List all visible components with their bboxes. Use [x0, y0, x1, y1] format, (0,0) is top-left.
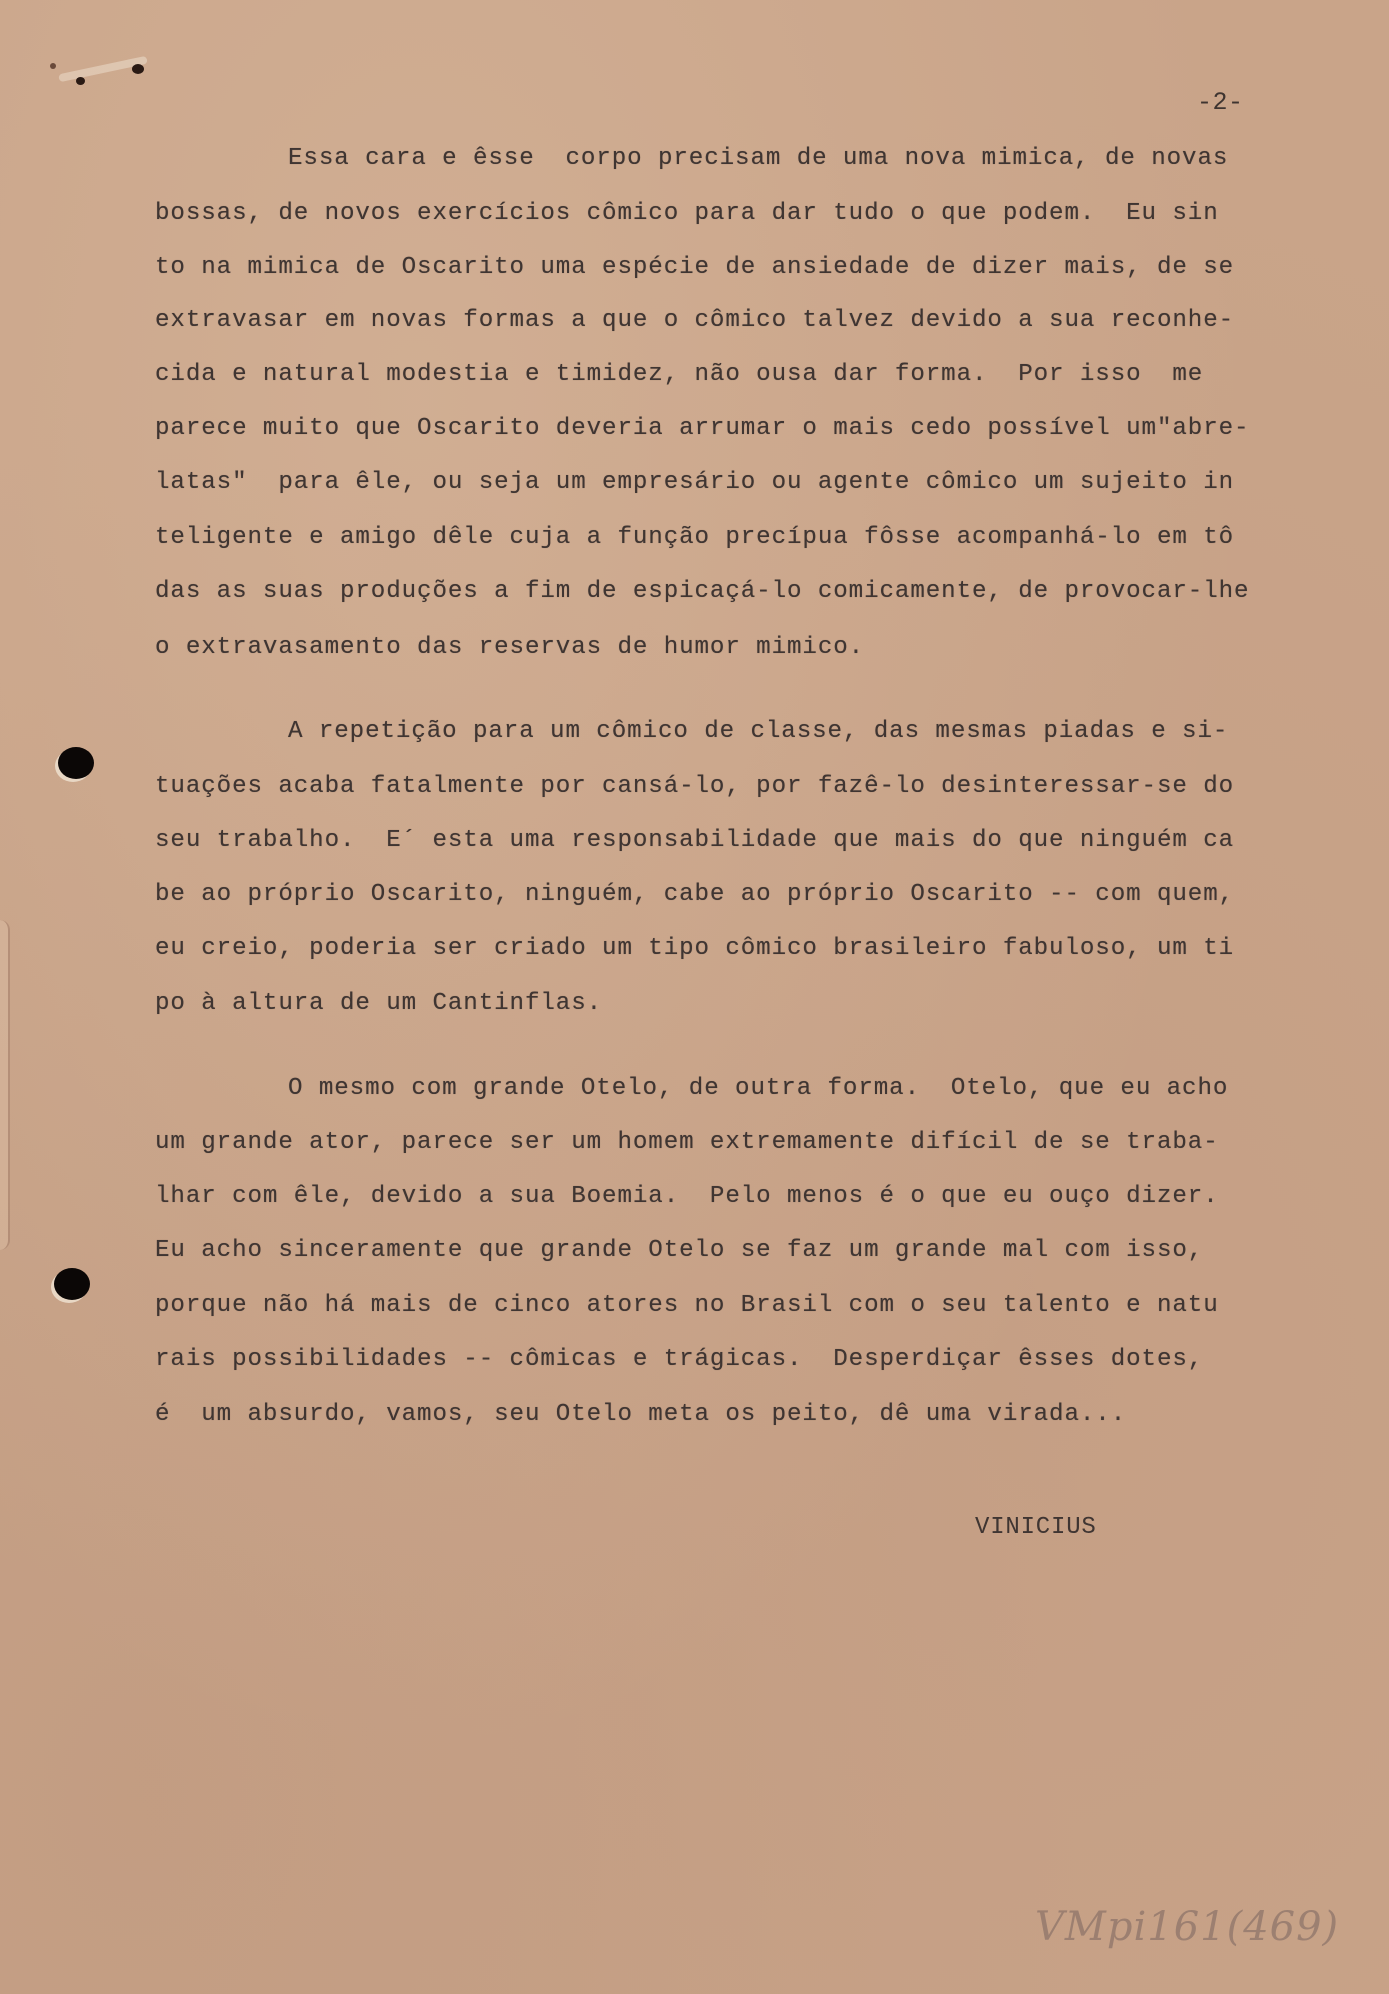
- text-line: teligente e amigo dêle cuja a função precípua fôsse acompanhá-lo em tô: [155, 524, 1235, 551]
- text-line: bossas, de novos exercícios cômico para dar tudo o que podem. Eu sin: [155, 200, 1219, 227]
- text-line: o extravasamento das reservas de humor mimico.: [155, 634, 865, 661]
- text-line: das as suas produções a fim de espicaçá-lo comicamente, de provocar-lhe: [155, 578, 1250, 605]
- paper-fold: [0, 920, 10, 1250]
- text-line: Essa cara e êsse corpo precisam de uma nova mimica, de novas: [288, 145, 1229, 172]
- punch-hole: [58, 747, 94, 779]
- text-line: rais possibilidades -- cômicas e trágicas. Desperdiçar êsses dotes,: [155, 1346, 1204, 1373]
- text-line: parece muito que Oscarito deveria arrumar o mais cedo possível um"abre-: [155, 415, 1250, 442]
- text-line: to na mimica de Oscarito uma espécie de ansiedade de dizer mais, de se: [155, 254, 1235, 281]
- punch-hole: [54, 1268, 90, 1300]
- text-line: eu creio, poderia ser criado um tipo cômico brasileiro fabuloso, um ti: [155, 935, 1235, 962]
- text-line: seu trabalho. E´ esta uma responsabilidade que mais do que ninguém ca: [155, 827, 1235, 854]
- text-line: porque não há mais de cinco atores no Brasil com o seu talento e natu: [155, 1292, 1219, 1319]
- text-line: A repetição para um cômico de classe, das mesmas piadas e si-: [288, 718, 1229, 745]
- text-line: latas" para êle, ou seja um empresário ou agente cômico um sujeito in: [155, 469, 1235, 496]
- text-line: tuações acaba fatalmente por cansá-lo, por fazê-lo desinteressar-se do: [155, 773, 1235, 800]
- page-number: -2-: [1197, 88, 1244, 117]
- archive-annotation: VMpi161(469): [1035, 1904, 1340, 1950]
- staple-hole: [76, 77, 85, 85]
- text-line: lhar com êle, devido a sua Boemia. Pelo menos é o que eu ouço dizer.: [155, 1183, 1219, 1210]
- staple-hole: [50, 63, 56, 69]
- text-line: extravasar em novas formas a que o cômico talvez devido a sua reconhe-: [155, 307, 1235, 334]
- text-line: um grande ator, parece ser um homem extremamente difícil de se traba-: [155, 1129, 1219, 1156]
- text-line: po à altura de um Cantinflas.: [155, 990, 603, 1017]
- signature: VINICIUS: [975, 1514, 1097, 1541]
- text-line: Eu acho sinceramente que grande Otelo se faz um grande mal com isso,: [155, 1237, 1204, 1264]
- text-line: é um absurdo, vamos, seu Otelo meta os peito, dê uma virada...: [155, 1401, 1127, 1428]
- text-line: O mesmo com grande Otelo, de outra forma. Otelo, que eu acho: [288, 1075, 1229, 1102]
- text-line: cida e natural modestia e timidez, não ousa dar forma. Por isso me: [155, 361, 1204, 388]
- text-line: be ao próprio Oscarito, ninguém, cabe ao próprio Oscarito -- com quem,: [155, 881, 1235, 908]
- staple-hole: [132, 64, 144, 74]
